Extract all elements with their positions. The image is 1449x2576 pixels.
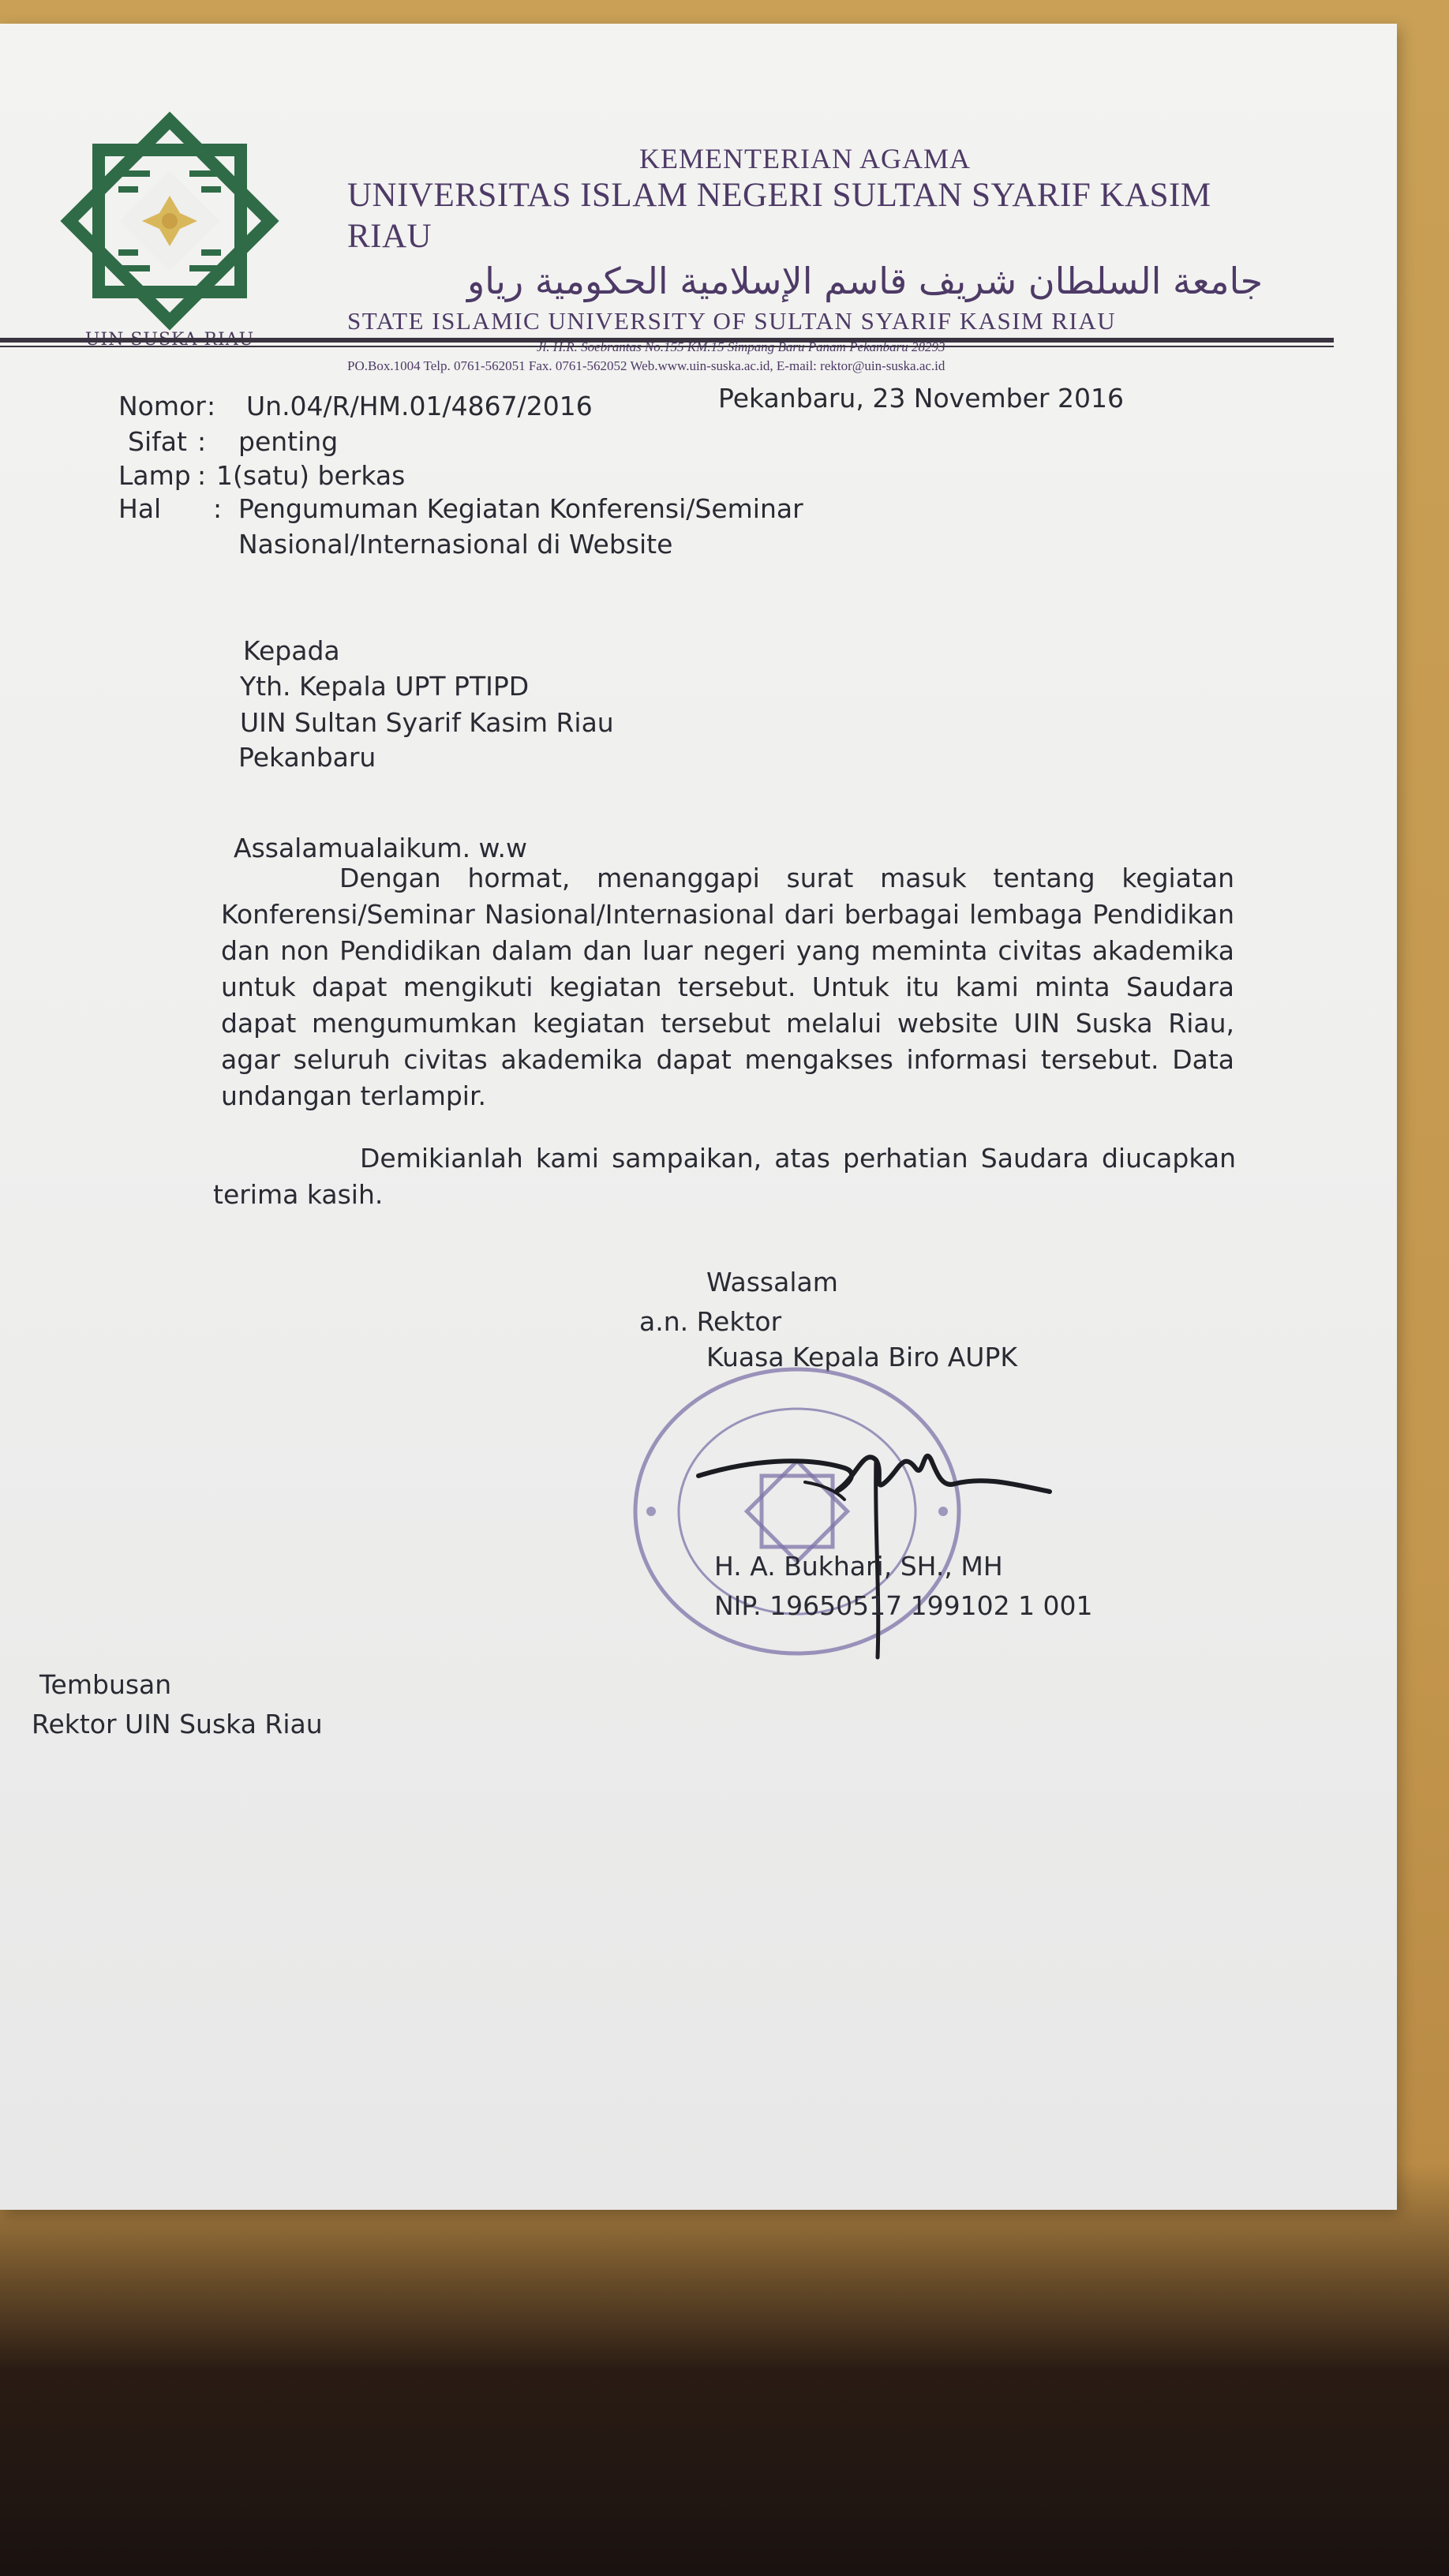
lamp-value: 1(satu) berkas [216,460,406,491]
hal-line-1: Pengumuman Kegiatan Konferensi/Seminar [238,493,803,524]
signer-nip: NIP. 19650517 199102 1 001 [714,1590,1093,1621]
body-paragraph-2: Demikianlah kami sampaikan, atas perhatian Saudara diucapkan terima kasih. [213,1143,1236,1210]
handwritten-signature-icon [687,1413,1058,1665]
lamp-label: Lamp [118,460,191,491]
closing-wassalam: Wassalam [706,1267,838,1297]
hal-colon: : [213,493,223,524]
sifat-label: Sifat [128,426,187,457]
letter-paper [0,24,1397,2210]
nomor-label: Nomor [118,391,206,421]
recipient-institution: UIN Sultan Syarif Kasim Riau [240,707,614,738]
letter-date: Pekanbaru, 23 November 2016 [718,383,1124,414]
nomor-colon: : [207,391,216,421]
university-name-en: STATE ISLAMIC UNIVERSITY OF SULTAN SYARIF KASIM RIAU [347,307,1117,335]
letterhead-rule-thick [0,338,1334,343]
closing-an-rektor: a.n. Rektor [639,1306,782,1337]
greeting: Assalamualaikum. w.w [234,833,527,863]
nomor-value: Un.04/R/HM.01/4867/2016 [246,391,593,421]
sifat-colon: : [197,426,207,457]
hal-label: Hal [118,493,162,524]
university-name-ar: جامعة السلطان شريف قاسم الإسلامية الحكومية رياو [466,260,1263,302]
lamp-colon: : [197,460,207,491]
body-paragraph-1: Dengan hormat, menanggapi surat masuk tentang kegiatan Konferensi/Seminar Nasional/Internasional dari berbagai lembaga Pendidikan dan non Pendidikan dalam dan luar negeri yang meminta civitas akademika untuk dapat mengikuti kegiatan tersebut. Untuk itu kami minta Saudara dapat mengumumkan kegiatan tersebut melalui website UIN Suska Riau, agar seluruh civitas akademika dapat mengakses informasi tersebut. Data undangan terlampir. [221,863,1234,1111]
uin-suska-logo-icon [55,103,284,339]
university-name-id: UNIVERSITAS ISLAM NEGERI SULTAN SYARIF KASIM RIAU [347,177,1211,255]
recipient-city: Pekanbaru [238,742,376,773]
letterhead-rule-thin [0,346,1334,347]
closing-role: Kuasa Kepala Biro AUPK [706,1342,1017,1372]
signer-name: H. A. Bukhari, SH., MH [714,1551,1003,1582]
letterhead-contact: PO.Box.1004 Telp. 0761-562051 Fax. 0761-562052 Web.www.uin-suska.ac.id, E-mail: rektor@uin-suska.ac.id [347,358,945,373]
recipient-title: Yth. Kepala UPT PTIPD [240,671,530,702]
cc-item-1: Rektor UIN Suska Riau [32,1709,323,1739]
recipient-kepada: Kepada [243,635,340,666]
cc-title: Tembusan [39,1669,172,1700]
sifat-value: penting [238,426,339,457]
hal-line-2: Nasional/Internasional di Website [238,529,673,560]
ministry-name: KEMENTERIAN AGAMA [639,143,971,174]
